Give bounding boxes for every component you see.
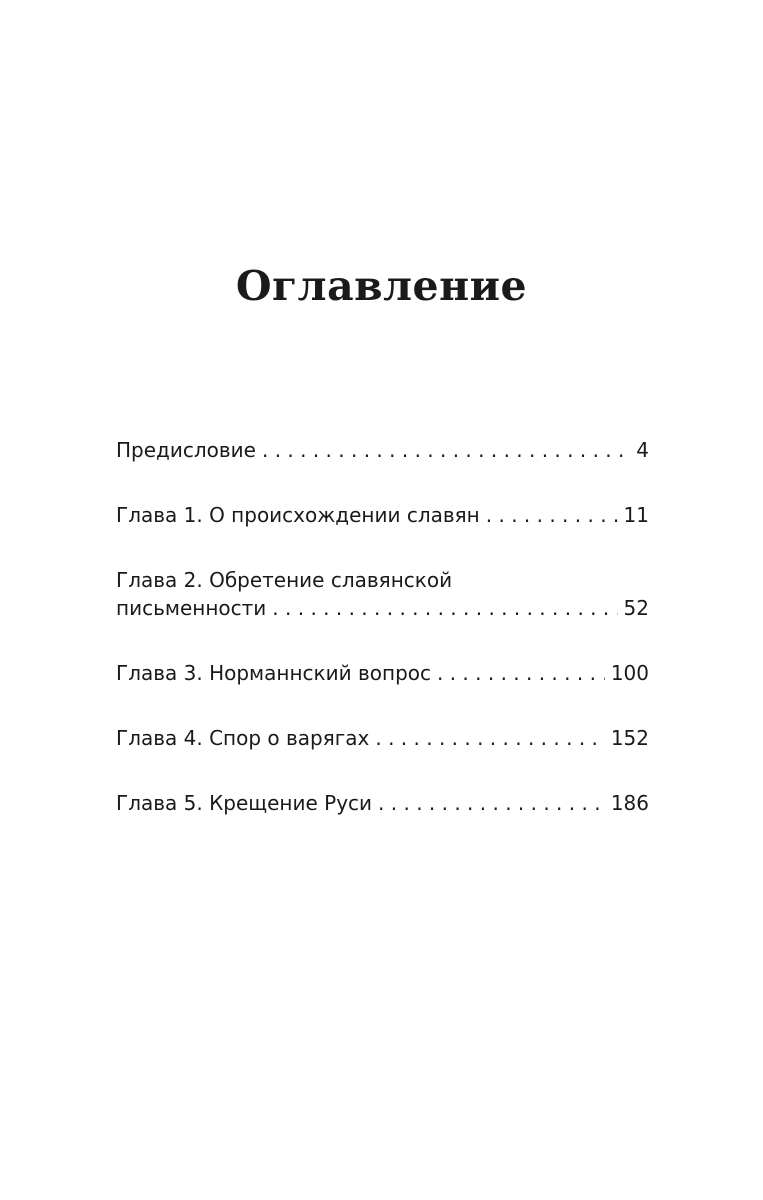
toc-entry-line bbox=[116, 594, 649, 622]
toc-entry-page-number: 4 bbox=[636, 438, 649, 462]
toc-entry-chapter-1[interactable] bbox=[116, 501, 649, 529]
toc-entry-chapter-4[interactable] bbox=[116, 724, 649, 752]
dot-leader bbox=[272, 594, 617, 622]
toc-entry-title: Предисловие bbox=[116, 438, 256, 462]
dot-leader bbox=[486, 501, 618, 529]
toc-entry-line bbox=[116, 724, 649, 752]
toc-entry-chapter-2[interactable] bbox=[116, 566, 649, 622]
toc-entry-preface[interactable] bbox=[116, 436, 649, 464]
page-title: Оглавление bbox=[235, 262, 528, 310]
toc-entry-line bbox=[116, 501, 649, 529]
toc-entry-page-number: 100 bbox=[610, 661, 649, 685]
toc-entry-chapter-3[interactable] bbox=[116, 659, 649, 687]
toc-entry-page-number: 152 bbox=[610, 726, 649, 750]
toc-entry-title: Глава 5. Крещение Руси bbox=[116, 791, 373, 815]
dot-leader bbox=[378, 789, 605, 817]
toc-entry-line bbox=[116, 659, 649, 687]
toc-entry-title: Глава 4. Спор о варягах bbox=[116, 726, 370, 750]
toc-entry-chapter-5[interactable] bbox=[116, 789, 649, 817]
toc-entry-line bbox=[116, 789, 649, 817]
toc-entry-line bbox=[116, 436, 649, 464]
dot-leader bbox=[437, 659, 605, 687]
toc-entry-page-number: 52 bbox=[623, 596, 649, 620]
toc-entry-title: Глава 3. Норманнский вопрос bbox=[116, 661, 431, 685]
toc-entry-page-number: 11 bbox=[623, 503, 649, 527]
dot-leader bbox=[262, 436, 630, 464]
toc-entry-title-line-2: письменности bbox=[116, 596, 267, 620]
toc-entry-title: Глава 1. О происхождении славян bbox=[116, 503, 480, 527]
dot-leader bbox=[375, 724, 604, 752]
toc-entry-page-number: 186 bbox=[610, 791, 649, 815]
toc-entry-title-line-1: Глава 2. Обретение славянской bbox=[116, 568, 453, 592]
